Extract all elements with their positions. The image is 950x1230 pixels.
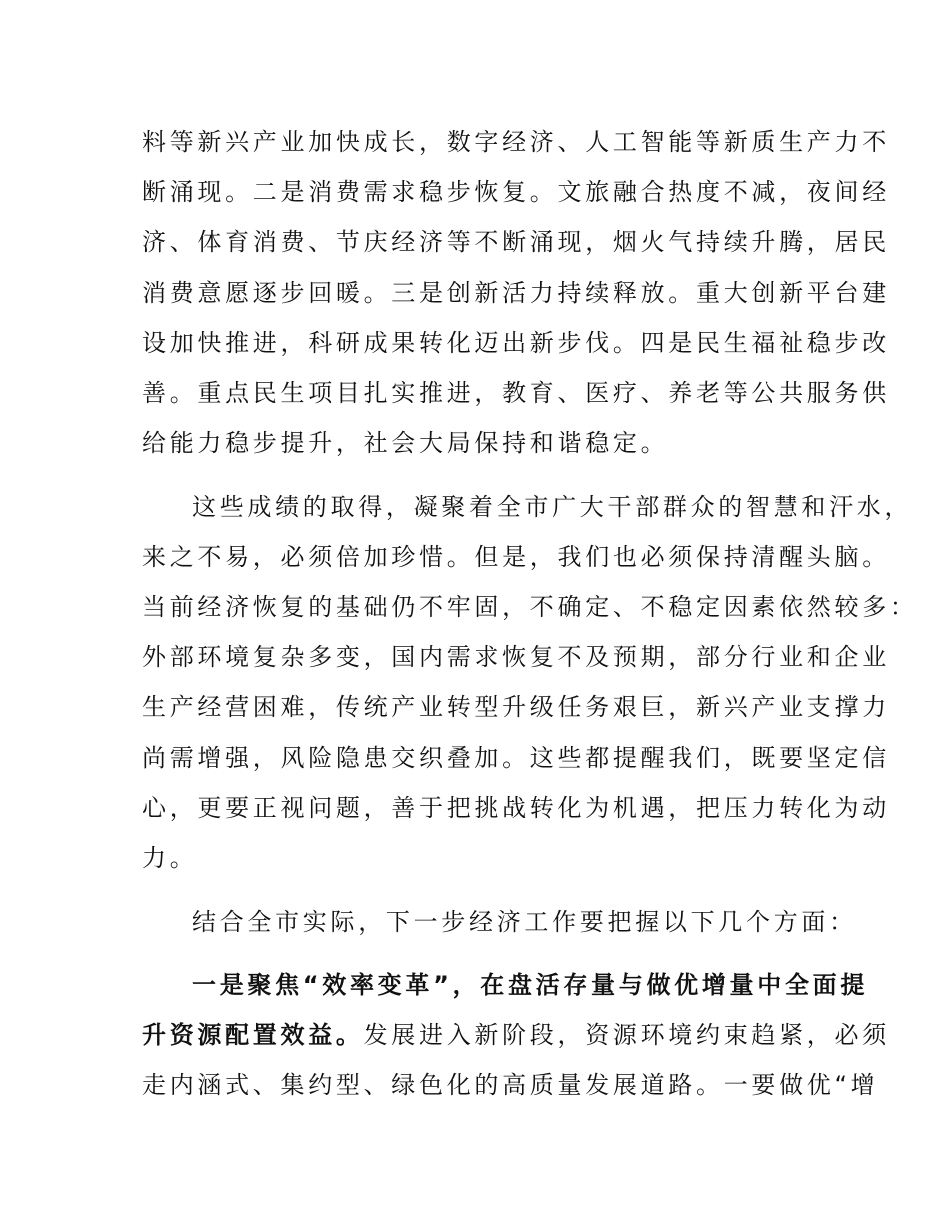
section-heading-end: 升资源配置效益。 (142, 1021, 364, 1049)
text-line (142, 1020, 890, 1050)
section-heading: 一是聚焦“效率变革”，在盘活存量与做优增量中全面提 (192, 971, 869, 999)
text-line: 当前经济恢复的基础仍不牢固，不确定、不稳定因素依然较多： (142, 593, 918, 621)
text-line: 设加快推进，科研成果转化迈出新步伐。四是民生福祉稳步改 (142, 329, 890, 357)
text-line: 善。重点民生项目扎实推进，教育、医疗、养老等公共服务供 (142, 379, 890, 407)
text-line: 力。 (142, 844, 198, 872)
text-line: 给能力稳步提升，社会大局保持和谐稳定。 (142, 429, 669, 457)
text-line: 心，更要正视问题，善于把挑战转化为机遇，把压力转化为动 (142, 794, 890, 822)
text-line: 结合全市实际，下一步经济工作要把握以下几个方面： (192, 908, 857, 936)
text-line: 这些成绩的取得，凝聚着全市广大干部群众的智慧和汗水， (192, 493, 913, 521)
text-line: 料等新兴产业加快成长，数字经济、人工智能等新质生产力不 (142, 128, 890, 156)
text-line: 消费意愿逐步回暖。三是创新活力持续释放。重大创新平台建 (142, 279, 890, 307)
text-line: 济、体育消费、节庆经济等不断涌现，烟火气持续升腾，居民 (142, 228, 890, 256)
text-line: 生产经营困难，传统产业转型升级任务艰巨，新兴产业支撑力 (142, 693, 890, 721)
text-line: 走内涵式、集约型、绿色化的高质量发展道路。一要做优“增 (142, 1071, 879, 1099)
body-text: 发展进入新阶段，资源环境约束趋紧，必须 (363, 1021, 890, 1049)
text-line: 外部环境复杂多变，国内需求恢复不及预期，部分行业和企业 (142, 643, 890, 671)
text-line: 尚需增强，风险隐患交织叠加。这些都提醒我们，既要坚定信 (142, 744, 890, 772)
text-line: 断涌现。二是消费需求稳步恢复。文旅融合热度不减，夜间经 (142, 178, 890, 206)
text-line: 来之不易，必须倍加珍惜。但是，我们也必须保持清醒头脑。 (142, 543, 890, 571)
